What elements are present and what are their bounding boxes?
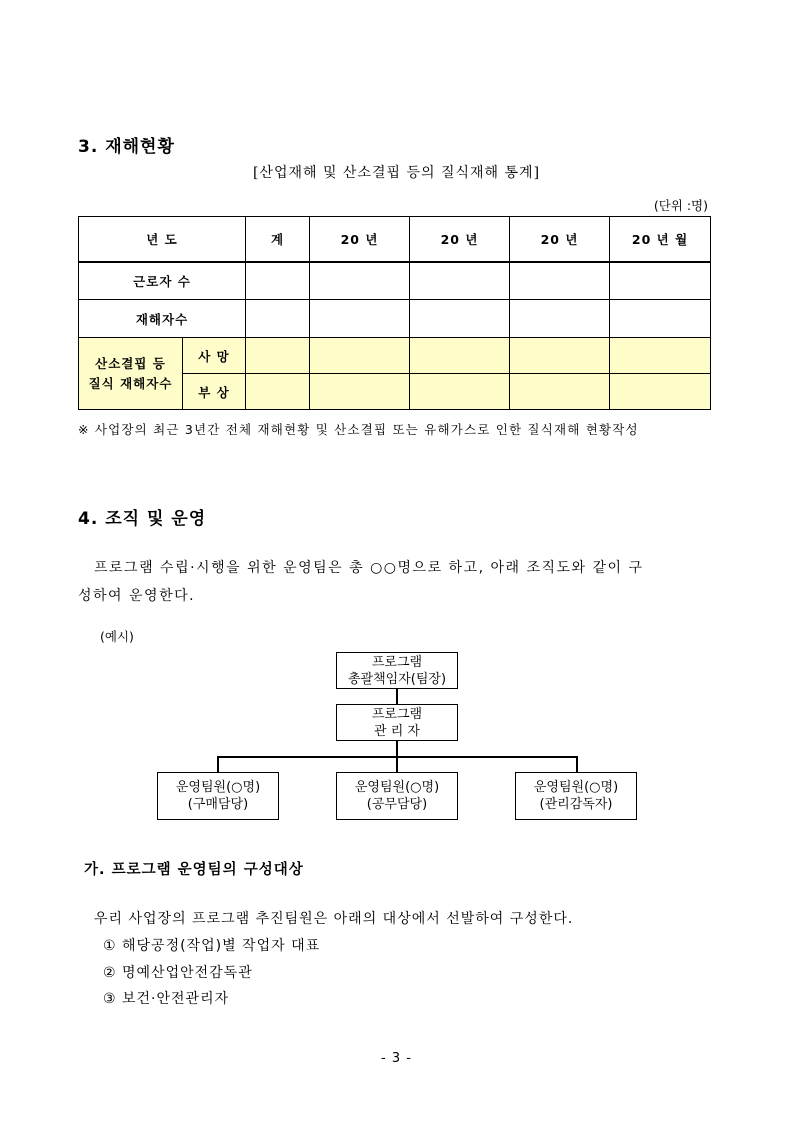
table-cell	[510, 374, 610, 410]
page-number: - 3 -	[381, 1051, 412, 1066]
table-cell	[610, 374, 711, 410]
org-box-line: (구매담당)	[187, 797, 249, 812]
header-year: 년 도	[79, 217, 246, 263]
connector-line	[217, 756, 219, 772]
org-box-line: 운영팀원(○명)	[175, 780, 261, 795]
table-cell	[310, 300, 410, 338]
org-box-line: (관리감독자)	[539, 797, 613, 812]
paragraph-line-2: 성하여 운영한다.	[78, 588, 196, 604]
org-box-line: 운영팀원(○명)	[533, 780, 619, 795]
connector-line	[396, 740, 398, 756]
org-box-line: 프로그램	[371, 706, 423, 722]
section-4-title: 4. 조직 및 운영	[78, 509, 207, 529]
table-cell	[410, 262, 510, 300]
org-box-line: (공무담당)	[366, 797, 428, 812]
org-box-line: 관 리 자	[374, 723, 420, 739]
header-year-1: 20 년	[310, 217, 410, 263]
row-label-victims: 재해자수	[79, 300, 246, 338]
table-cell	[510, 300, 610, 338]
row-group-line1: 산소결핍 등	[95, 355, 166, 371]
header-year-2: 20 년	[410, 217, 510, 263]
row-group-line2: 질식 재해자수	[88, 375, 173, 391]
connector-line	[576, 756, 578, 772]
org-box-program-leader	[336, 652, 458, 689]
table-cell	[510, 262, 610, 300]
list-item: ③ 보건·안전관리자	[103, 991, 230, 1007]
table-cell	[246, 374, 310, 410]
header-year-month: 20 년 월	[610, 217, 711, 263]
table-cell	[610, 338, 711, 374]
org-box-line: 운영팀원(○명)	[354, 780, 440, 795]
list-item: ① 해당공정(작업)별 작업자 대표	[103, 938, 321, 954]
header-year-3: 20 년	[510, 217, 610, 263]
org-box-program-manager	[336, 704, 458, 741]
row-group-suffocation	[79, 338, 183, 410]
org-box-line: 프로그램	[371, 654, 423, 670]
section-3-title: 3. 재해현황	[78, 137, 175, 157]
org-box-line: 총괄책임자(팀장)	[347, 671, 447, 687]
row-label-injury: 부 상	[183, 374, 246, 410]
org-box-member-supervisor	[515, 772, 637, 820]
connector-line	[396, 688, 398, 705]
row-label-workers: 근로자 수	[79, 262, 246, 300]
org-box-member-purchasing	[157, 772, 279, 820]
org-box-member-facilities	[336, 772, 458, 820]
header-total: 계	[246, 217, 310, 263]
disaster-stats-table	[78, 216, 711, 410]
table-cell	[310, 374, 410, 410]
table-cell	[510, 338, 610, 374]
table-caption: [산업재해 및 산소결핍 등의 질식재해 통계]	[252, 165, 541, 181]
row-label-death: 사 망	[183, 338, 246, 374]
table-cell	[410, 338, 510, 374]
table-cell	[410, 374, 510, 410]
table-cell	[246, 300, 310, 338]
unit-label: (단위 :명)	[653, 198, 708, 213]
table-cell	[610, 300, 711, 338]
list-item: ② 명예산업안전감독관	[103, 965, 253, 981]
paragraph-line-1: 프로그램 수립·시행을 위한 운영팀은 총 ○○명으로 하고, 아래 조직도와 같이 구	[94, 560, 644, 576]
connector-line	[396, 756, 398, 772]
subsection-intro: 우리 사업장의 프로그램 추진팀원은 아래의 대상에서 선발하여 구성한다.	[94, 911, 574, 927]
table-cell	[610, 262, 711, 300]
table-cell	[310, 262, 410, 300]
table-cell	[246, 262, 310, 300]
table-note: ※ 사업장의 최근 3년간 전체 재해현황 및 산소결핍 또는 유해가스로 인한 질식재해 현황작성	[78, 422, 639, 437]
example-label: (예시)	[100, 629, 134, 644]
subsection-title: 가. 프로그램 운영팀의 구성대상	[84, 862, 304, 878]
table-cell	[246, 338, 310, 374]
table-cell	[310, 338, 410, 374]
table-cell	[410, 300, 510, 338]
